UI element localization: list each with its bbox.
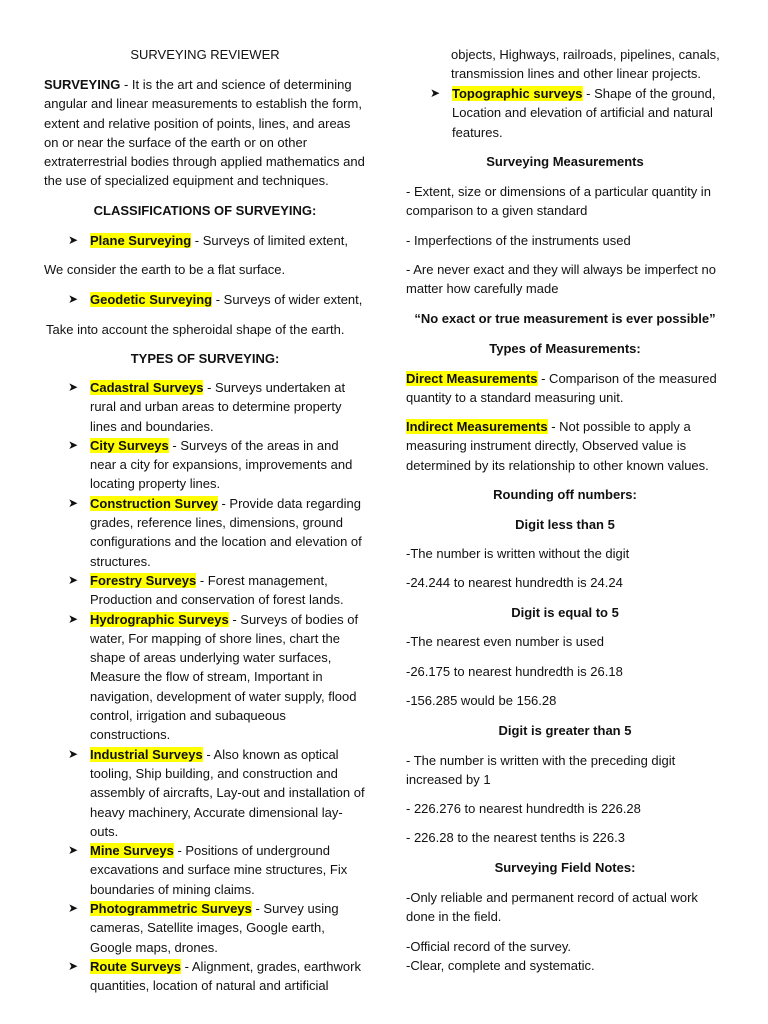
measurement-note-3: - Are never exact and they will always be imperfect no matter how carefully made — [406, 262, 716, 297]
list-item-plane-surveying — [44, 231, 366, 250]
list-item-mine — [44, 841, 366, 899]
geodetic-surveying-note: Take into account the spheroidal shape of the earth. — [46, 322, 345, 337]
list-item-cadastral — [44, 378, 366, 436]
type-text: - Forest management, Production and conservation of forest lands. — [90, 572, 344, 608]
surveying-term: SURVEYING — [44, 77, 121, 92]
direct-measurements — [406, 369, 728, 408]
list-item-construction — [44, 494, 366, 571]
list-item-route — [44, 957, 366, 996]
arrow-bullet-icon: ➤ — [68, 901, 79, 916]
digit-less-heading: Digit less than 5 — [515, 517, 615, 532]
type-term: Forestry Surveys — [90, 572, 197, 588]
arrow-bullet-icon: ➤ — [68, 495, 79, 510]
arrow-bullet-icon: ➤ — [68, 611, 79, 626]
arrow-bullet-icon: ➤ — [68, 746, 79, 761]
type-term: Photogrammetric Surveys — [90, 901, 252, 917]
geodetic-surveying-term: Geodetic Surveying — [90, 292, 213, 307]
digit-equal-note-3: -156.285 would be 156.28 — [406, 693, 557, 708]
digit-less-note-1: -The number is written without the digit — [406, 546, 630, 561]
list-item-photogrammetric — [44, 899, 366, 957]
type-text: - Survey using cameras, Satellite images, Google earth, Google maps, drones. — [90, 901, 339, 955]
type-term: Industrial Surveys — [90, 746, 203, 762]
document-title: SURVEYING REVIEWER — [130, 47, 280, 62]
direct-measurements-term: Direct Measurements — [406, 371, 538, 386]
list-item-topographic — [406, 84, 750, 142]
topographic-text: - Shape of the ground, Location and elevation of artificial and natural features. — [452, 86, 716, 140]
direct-measurements-text: - Comparison of the measured quantity to a standard measuring unit. — [406, 371, 717, 406]
field-notes-1: -Only reliable and permanent record of actual work done in the field. — [406, 890, 698, 925]
route-surveys-continued: objects, Highways, railroads, pipelines, canals, transmission lines and other linear projects. — [451, 47, 720, 82]
digit-greater-note-1: - The number is written with the preceding digit increased by 1 — [406, 753, 676, 788]
arrow-bullet-icon: ➤ — [68, 572, 79, 587]
surveying-definition-text: - It is the art and science of determining angular and linear measurements to establish the form, extent and relative position of points, lines, and areas on or near the surface of the earth or on other extraterrestrial bodies through applied mathematics and the use of specialized equipment and techniques. — [44, 77, 365, 189]
type-term: Route Surveys — [90, 958, 182, 974]
list-item-forestry — [44, 571, 366, 610]
plane-surveying-note: We consider the earth to be a flat surface. — [44, 262, 286, 277]
type-term: Hydrographic Surveys — [90, 611, 229, 627]
indirect-measurements-term: Indirect Measurements — [406, 419, 548, 434]
arrow-bullet-icon: ➤ — [68, 843, 79, 858]
arrow-bullet-icon: ➤ — [68, 380, 79, 394]
field-notes-3: -Clear, complete and systematic. — [406, 958, 595, 973]
arrow-bullet-icon: ➤ — [430, 86, 441, 100]
digit-equal-note-1: -The nearest even number is used — [406, 634, 604, 649]
type-text: - Also known as optical tooling, Ship building, and construction and assembly of aircrafts, Lay-out and installation of heavy machinery, Accurate dimensional lay-outs. — [90, 746, 365, 839]
type-term: Cadastral Surveys — [90, 380, 204, 395]
surveying-definition — [44, 75, 366, 191]
digit-greater-heading: Digit is greater than 5 — [498, 723, 632, 738]
geodetic-surveying-text: - Surveys of wider extent, — [212, 292, 363, 307]
arrow-bullet-icon: ➤ — [68, 958, 79, 973]
arrow-bullet-icon: ➤ — [68, 292, 79, 306]
rounding-heading: Rounding off numbers: — [493, 487, 637, 502]
plane-surveying-term: Plane Surveying — [90, 233, 192, 248]
type-text: - Provide data regarding grades, reference lines, dimensions, ground configurations and the location and elevation of structures. — [90, 495, 362, 569]
measurement-quote: “No exact or true measurement is ever possible” — [414, 311, 716, 326]
type-text: - Alignment, grades, earthwork quantities, location of natural and artificial — [90, 958, 361, 994]
field-notes-2: -Official record of the survey. — [406, 939, 571, 954]
type-text: - Positions of underground excavations and surface mine structures, Fix boundaries of mining claims. — [90, 843, 348, 897]
type-term: Mine Surveys — [90, 843, 174, 859]
type-term: Construction Survey — [90, 495, 218, 511]
arrow-bullet-icon: ➤ — [68, 233, 79, 247]
measurement-note-2: - Imperfections of the instruments used — [406, 233, 631, 248]
indirect-measurements-text: - Not possible to apply a measuring instrument directly, Observed value is determined by its relationship to other known values. — [406, 419, 709, 473]
digit-equal-note-2: -26.175 to nearest hundredth is 26.18 — [406, 664, 623, 679]
type-text: - Surveys undertaken at rural and urban areas to determine property lines and boundaries. — [90, 380, 346, 434]
digit-less-note-2: -24.244 to nearest hundredth is 24.24 — [406, 575, 623, 590]
field-notes-heading: Surveying Field Notes: — [494, 860, 636, 875]
types-heading: TYPES OF SURVEYING: — [130, 351, 280, 366]
types-of-measurements-heading: Types of Measurements: — [489, 341, 641, 356]
measurement-note-1: - Extent, size or dimensions of a particular quantity in comparison to a given standard — [406, 184, 711, 219]
list-item-industrial — [44, 745, 366, 841]
classifications-heading: CLASSIFICATIONS OF SURVEYING: — [93, 203, 317, 218]
plane-surveying-text: - Surveys of limited extent, — [191, 233, 348, 248]
list-item-hydrographic — [44, 610, 366, 745]
indirect-measurements — [406, 417, 728, 475]
list-item-geodetic-surveying — [44, 290, 366, 309]
surveying-measurements-heading: Surveying Measurements — [486, 154, 644, 169]
topographic-term: Topographic surveys — [452, 86, 583, 101]
type-text: - Surveys of bodies of water, For mapping of shore lines, chart the shape of areas underlying water surfaces, Measure the flow of stream, Important in navigation, development of water supply, flood control, irrigation and subaqueous constructions. — [90, 611, 359, 743]
arrow-bullet-icon: ➤ — [68, 437, 79, 452]
type-term: City Surveys — [90, 437, 169, 453]
digit-equal-heading: Digit is equal to 5 — [511, 605, 619, 620]
type-text: - Surveys of the areas in and near a city for expansions, improvements and locating property lines. — [90, 437, 353, 492]
types-list — [44, 378, 366, 996]
list-item-city — [44, 436, 366, 494]
digit-greater-note-2: - 226.276 to nearest hundredth is 226.28 — [406, 801, 641, 816]
digit-greater-note-3: - 226.28 to the nearest tenths is 226.3 — [406, 830, 625, 845]
